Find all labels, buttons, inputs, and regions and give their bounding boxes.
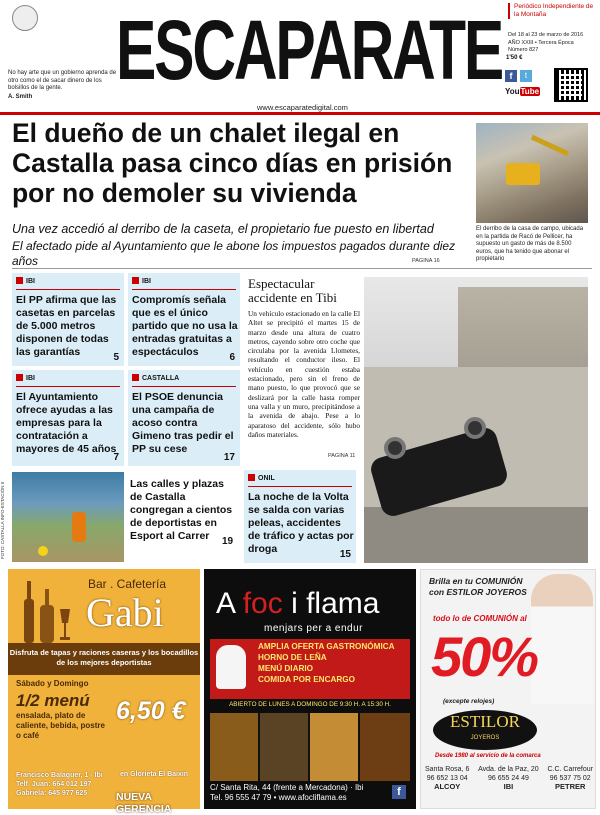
foc-phone: Tel. 96 555 47 79 • www.afocliflama.es <box>210 793 347 802</box>
brief-text: El PP afirma que las casetas en parcelas de 5.000 metros disponen de todas las garantías <box>16 294 117 358</box>
lead-deck-2: El afectado pide al Ayuntamiento que le abone los impuestos pagados durante diez años <box>12 239 456 268</box>
youtube-tube: Tube <box>520 87 540 96</box>
facebook-icon[interactable]: f <box>392 785 406 799</box>
foc-service: HORNO DE LEÑA <box>258 653 327 662</box>
foc-hours: ABIERTO DE LUNES A DOMINGO DE 9:30 H. A 15:30 H. <box>229 701 391 708</box>
sports-page: 19 <box>222 536 234 547</box>
store-phone: 96 537 75 02 <box>549 774 591 782</box>
store-address: Santa Rosa, 6 <box>425 766 470 773</box>
estilor-brand-sub: JOYEROS <box>470 735 500 741</box>
gabi-category: Bar . Cafetería <box>88 577 167 591</box>
gabi-strip: Disfruta de tapas y raciones caseras y los bocadillos de los mejores deportistas <box>8 643 200 675</box>
qr-code-icon[interactable] <box>554 68 588 102</box>
estilor-logo <box>433 710 537 750</box>
estilor-stores <box>425 766 593 792</box>
lead-photo-caption: El derribo de la casa de campo, ubicada en la partida de Racó de Pellicer, ha supuesto un gasto de más de 8.500 euros, que ha tenido que abonar el propietario <box>476 226 584 262</box>
brief-rule <box>16 289 120 290</box>
communion-boy-photo <box>531 574 593 704</box>
foc-title-foc: foc <box>242 587 283 620</box>
brief-text: La noche de la Volta se salda con varias peleas, accidentes de tráfico y actas por droga <box>248 491 354 555</box>
brief-page: 5 <box>113 352 119 363</box>
youtube-icon[interactable] <box>505 86 540 98</box>
issue-number: Número 827 <box>508 47 539 53</box>
estilor-since: Desde 1980 al servicio de la comarca <box>435 753 541 759</box>
store-phone: 96 655 24 49 <box>487 774 529 782</box>
accident-photo[interactable] <box>364 277 588 563</box>
ad-estilor[interactable] <box>420 569 596 809</box>
estilor-exclusion: (excepte relojes) <box>443 698 495 705</box>
estilor-brand: ESTILOR <box>450 712 520 731</box>
masthead-divider <box>0 112 600 115</box>
estilor-headline: Brilla en tu COMUNIÓN con ESTILOR JOYEROS <box>429 576 527 597</box>
store-phone: 96 652 13 04 <box>426 774 468 782</box>
store-address: C.C. Carrefour <box>547 766 593 773</box>
brief-page: 17 <box>223 452 235 463</box>
tagline: Periódico Independiente de la Montaña <box>508 3 596 19</box>
store-town: IBI <box>503 782 514 791</box>
gabi-dish: ensalada, plato de caliente, bebida, postre o café <box>16 711 105 740</box>
brief-text: Compromís señala que es el único partido que no usa la entradas gratuitas a espectáculos <box>132 294 238 358</box>
masthead-quote: No hay arte que un gobierno aprenda de otro como el de sacar dinero de los bolsillos de la gente. <box>8 70 117 91</box>
brief-page: 6 <box>229 352 235 363</box>
brief-compromis[interactable] <box>128 273 240 366</box>
foc-title-a: A <box>216 587 235 620</box>
accident-body: Un vehículo estacionado en la calle El Altet se precipitó el martes 15 de marzo desde una altura de cuatro metros, cayendo sobre otro coche que circulaba por la avenida Llometes, resultando el conductor ileso. El vehículo en cuestión estaba estacionado, pero sin el freno de mano puesto, lo que provocó que se deslizará por la calle hasta romper una valla y un muro, precipitándose a la avenida de abajo. Pese a lo aparatoso del accidente, sólo hubo daños materiales. <box>248 309 360 439</box>
gabi-price: 6,50 € <box>116 697 186 725</box>
foc-subtitle: menjars per a endur <box>264 623 363 634</box>
foc-title <box>216 587 379 621</box>
flame-logo-icon <box>216 645 246 689</box>
brief-ayuntamiento[interactable] <box>12 370 124 466</box>
brief-rule <box>248 486 352 487</box>
foc-service: MENÚ DIARIO <box>258 664 314 673</box>
brief-text: El PSOE denuncia una campaña de acoso contra Gimeno tras pedir el PP su cese <box>132 391 234 455</box>
gabi-days: Sábado y Domingo <box>16 679 89 688</box>
brief-tag: CASTALLA <box>132 374 179 382</box>
sports-photo[interactable] <box>12 472 124 562</box>
gabi-name: Gabi <box>86 590 164 635</box>
site-url[interactable]: www.escaparatedigital.com <box>257 103 348 112</box>
brief-tag: IBI <box>16 277 35 285</box>
coat-of-arms-icon <box>12 5 38 31</box>
store-town: ALCOY <box>434 782 461 791</box>
brief-tag: ONIL <box>248 474 275 482</box>
ad-foc-i-flama[interactable] <box>204 569 416 809</box>
accident-page-ref: PAGINA 11 <box>328 453 356 459</box>
youtube-you: You <box>505 87 520 96</box>
edition-info <box>508 32 596 55</box>
wine-bottles-icon <box>18 575 74 645</box>
store-town: PETRER <box>555 782 586 791</box>
store-address: Avda. de la Paz, 20 <box>478 766 539 773</box>
edition-number: AÑO XXIII • Tercera Época <box>508 39 574 46</box>
brief-tag: IBI <box>132 277 151 285</box>
foc-service: COMIDA POR ENCARGO <box>258 675 356 684</box>
accident-title[interactable]: Espectacular accidente en Tibi <box>248 276 337 305</box>
lead-headline[interactable]: El dueño de un chalet ilegal en Castalla pasa cinco días en prisión por no demoler su vivienda <box>12 118 453 208</box>
foc-services <box>258 641 395 685</box>
photo-credit: FOTO: CASTALLA INFO-ESTACIÓN II <box>0 481 5 559</box>
store-alcoy <box>425 766 469 792</box>
twitter-icon[interactable]: t <box>520 70 532 82</box>
brief-page: 7 <box>113 452 119 463</box>
food-photos <box>210 713 410 781</box>
gabi-address: Francisco Balaguer, 1 - Ibi Telf. Juan: 664 012 197 Gabriela: 645 977 625 <box>16 772 103 797</box>
foc-contact <box>210 783 410 803</box>
demolition-photo[interactable] <box>476 123 588 223</box>
ad-cafe-gabi[interactable] <box>8 569 200 815</box>
brief-onil[interactable] <box>244 470 356 563</box>
brief-text: El Ayuntamiento ofrece ayudas a las empresas para la contratación a mayores de 45 años <box>16 391 117 455</box>
brief-pp-casetas[interactable] <box>12 273 124 366</box>
brief-psoe[interactable] <box>128 370 240 466</box>
brief-rule <box>132 289 236 290</box>
foc-service: AMPLIA OFERTA GASTRONÓMICA <box>258 642 395 651</box>
brief-rule <box>132 386 236 387</box>
store-petrer <box>547 766 593 792</box>
masthead-title[interactable]: ESCAPARATE <box>116 3 503 97</box>
gabi-new-management: NUEVA GERENCIA <box>116 791 172 815</box>
brief-rule <box>16 386 120 387</box>
quote-author: A. Smith <box>8 94 33 100</box>
sports-headline[interactable]: Las calles y plazas de Castalla congregan a cientos de deportistas en Esport al Carrer <box>130 478 233 542</box>
foc-address: C/ Santa Rita, 44 (frente a Mercadona) · Ibi <box>210 783 364 792</box>
estilor-promo: todo lo de COMUNIÓN al <box>433 614 527 623</box>
brief-tag: IBI <box>16 374 35 382</box>
brief-page: 15 <box>339 549 351 560</box>
lead-page-ref: PAGINA 16 <box>412 258 440 264</box>
cover-price: 1'50 € <box>506 55 523 61</box>
estilor-discount: 50% <box>431 625 538 688</box>
store-ibi <box>478 766 539 792</box>
foc-title-rest: i flama <box>291 587 380 620</box>
section-divider <box>12 268 592 269</box>
gabi-menu: 1/2 menú <box>16 691 90 710</box>
facebook-icon[interactable]: f <box>505 70 517 82</box>
lead-deck-1: Una vez accedió al derribo de la caseta, el propietario fue puesto en libertad <box>12 222 434 236</box>
gabi-glorieta: en Glorieta El Baixin <box>120 771 189 778</box>
issue-date: Del 18 al 23 de marzo de 2016 <box>508 32 584 38</box>
